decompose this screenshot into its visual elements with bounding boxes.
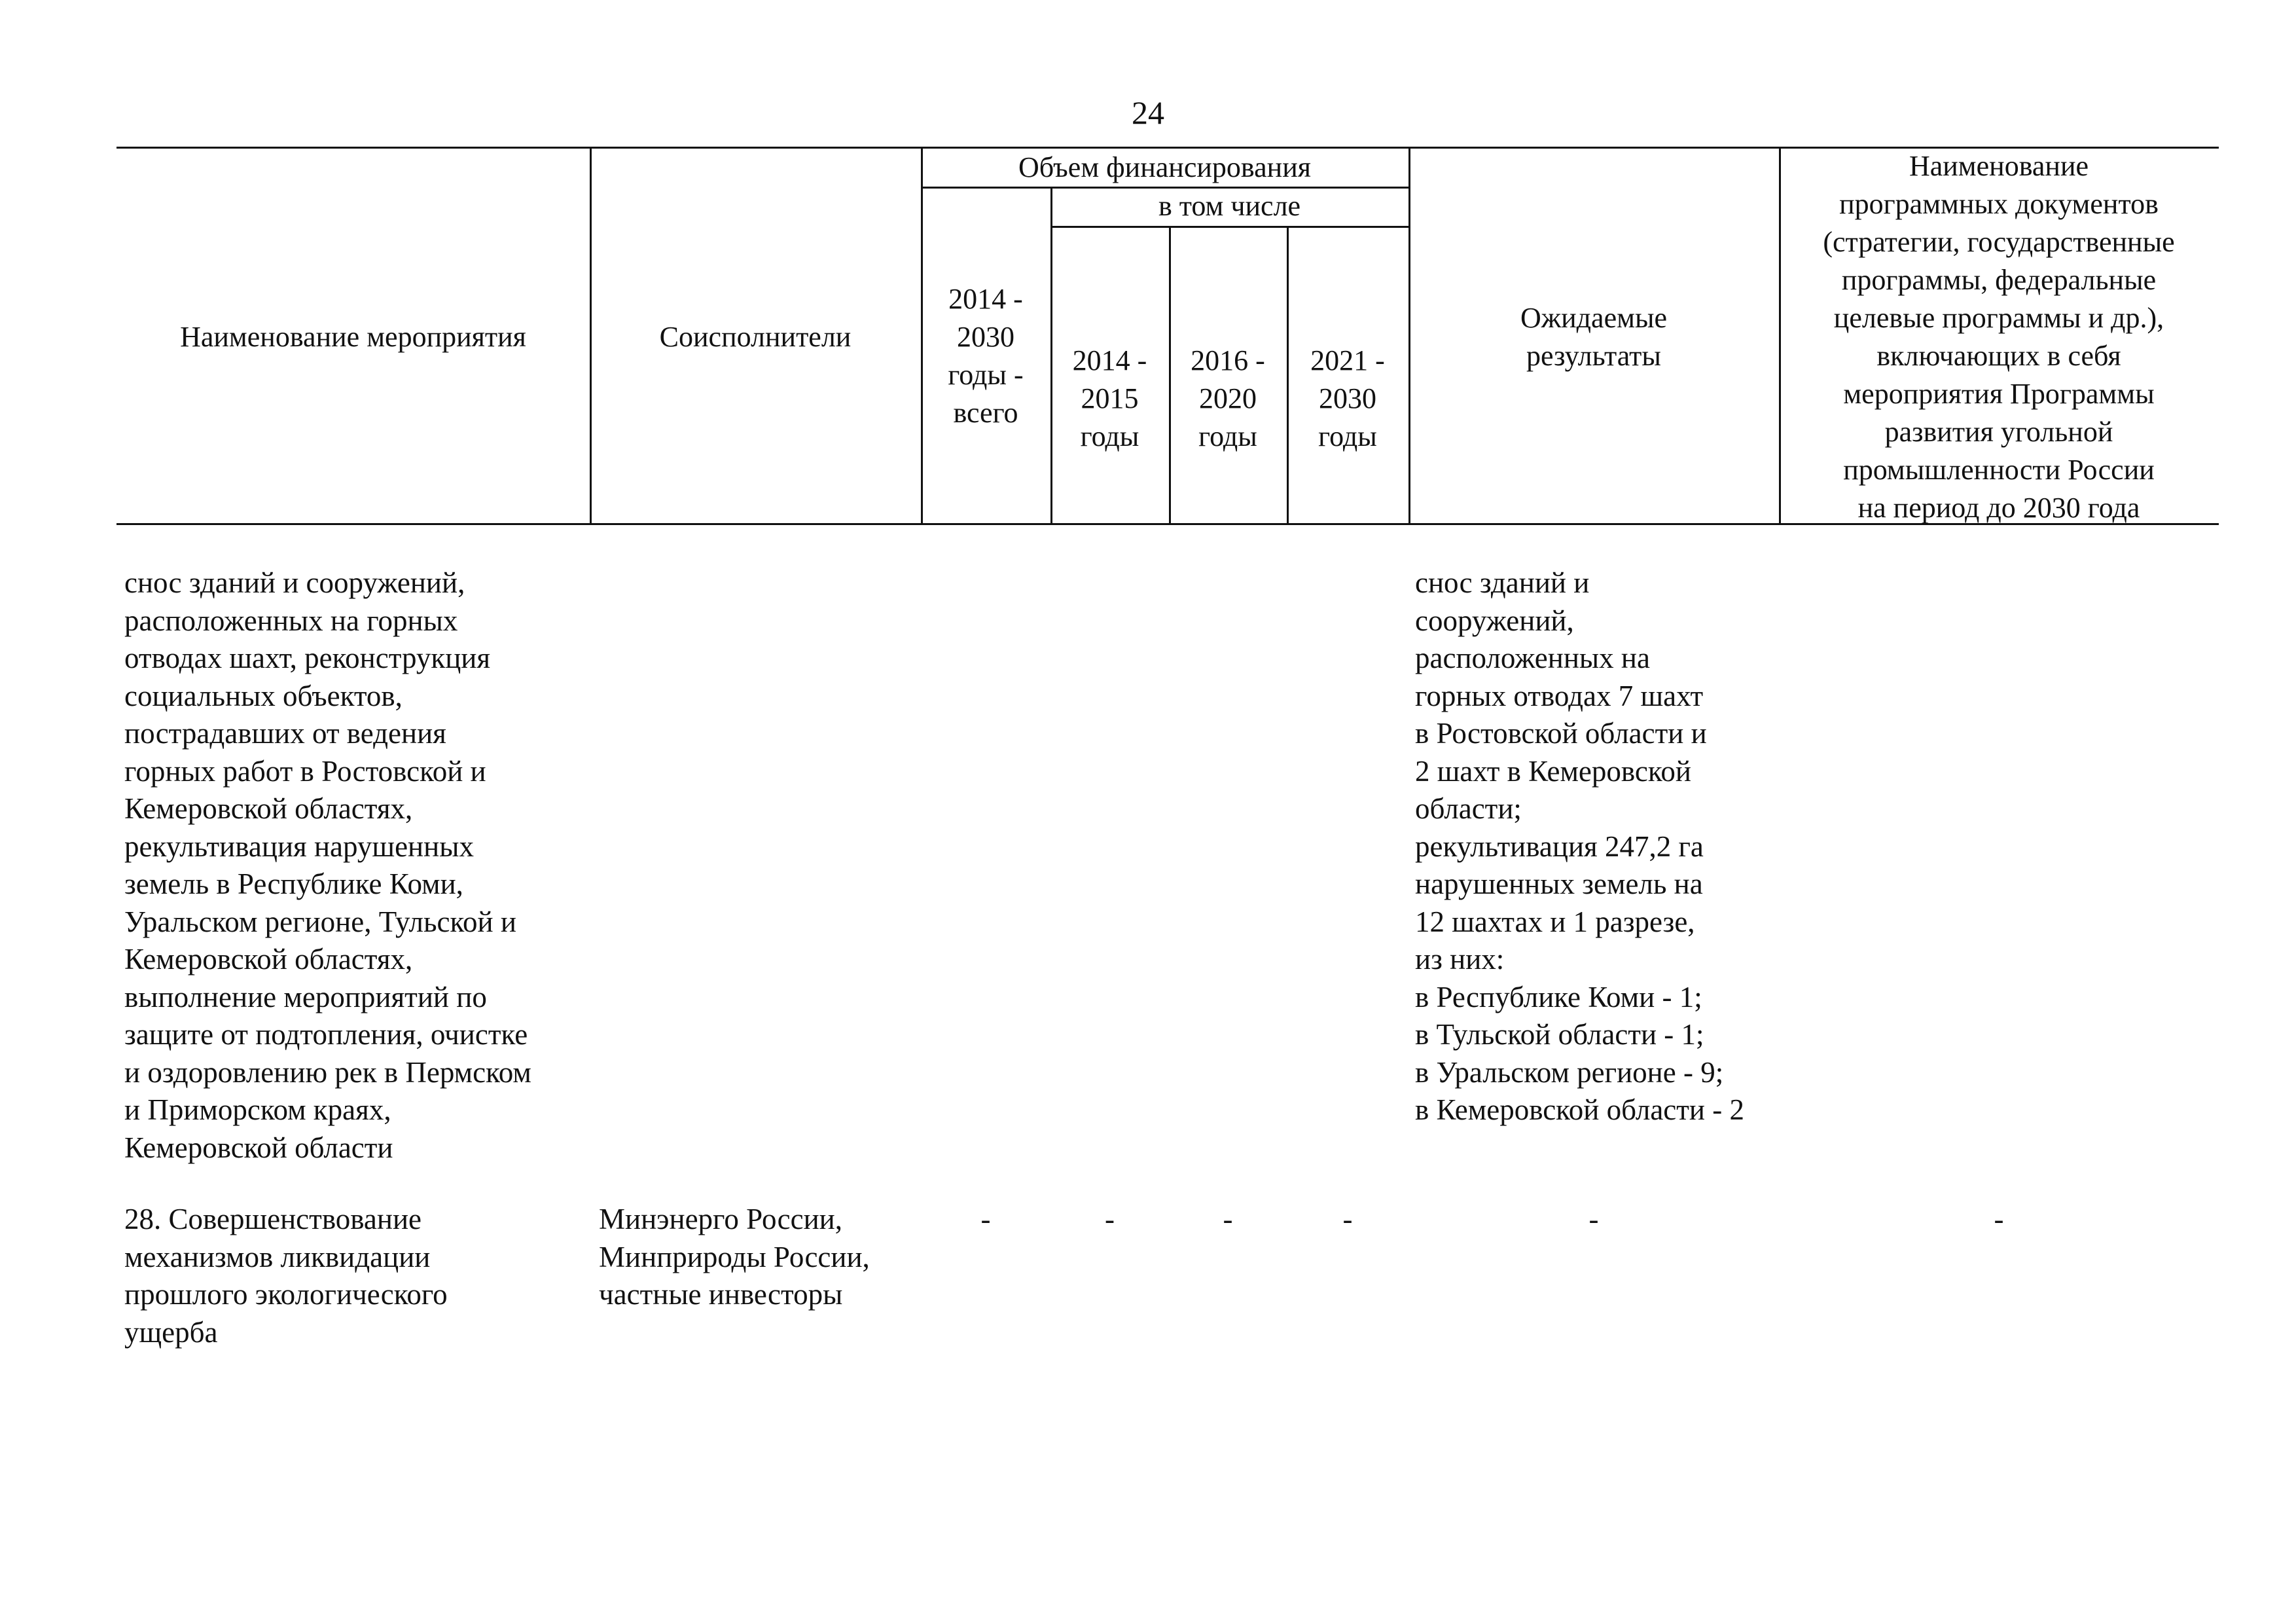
row1-event-line: защите от подтопления, очистке (124, 1018, 528, 1051)
row1-event-line: пострадавших от ведения (124, 717, 446, 750)
header-2014-2015-line: 2014 - (1072, 344, 1147, 376)
header-program-docs (1779, 149, 2219, 525)
row1-event (124, 564, 531, 1167)
row2-total: - (980, 1203, 991, 1235)
header-funding (921, 149, 1408, 187)
header-program-docs-line: программных документов (1839, 187, 2159, 220)
row2-2021-2030: - (1342, 1203, 1353, 1235)
header-2016-2020-line: годы (1198, 420, 1257, 452)
row1-event-line: расположенных на горных (124, 604, 458, 637)
header-event-label: Наименование мероприятия (180, 320, 526, 353)
header-2014-2015-line: годы (1080, 420, 1139, 452)
row1-results-line: рекультивация 247,2 га (1415, 830, 1704, 863)
header-program-docs-line: мероприятия Программы (1843, 377, 2155, 410)
row1-results-line: в Ростовской области и (1415, 717, 1707, 750)
row1-results-line: расположенных на (1415, 642, 1650, 674)
header-2021-2030-line: 2021 - (1310, 344, 1385, 376)
header-program-docs-line: Наименование (1909, 149, 2089, 182)
header-coexecutors-label: Соисполнители (659, 320, 852, 353)
header-including (1050, 187, 1408, 226)
row1-event-line: социальных объектов, (124, 679, 403, 712)
header-2016-2020-line: 2020 (1199, 382, 1257, 414)
row2-results: - (1588, 1203, 1599, 1235)
header-2016-2020-line: 2016 - (1191, 344, 1265, 376)
row2-2014-2015: - (1105, 1203, 1115, 1235)
header-total (921, 187, 1050, 525)
header-results-line: Ожидаемые (1520, 301, 1668, 334)
row1-event-line: и оздоровлению рек в Пермском (124, 1055, 531, 1089)
header-2021-2030-line: 2030 (1319, 382, 1376, 414)
header-program-docs-line: (стратегии, государственные (1823, 225, 2175, 258)
header-program-docs-line: включающих в себя (1876, 339, 2121, 372)
row2-coexecutors-line: частные инвесторы (599, 1278, 843, 1311)
header-program-docs-line: целевые программы и др.), (1833, 301, 2164, 334)
row1-results-line: сооружений, (1415, 604, 1574, 637)
header-total-line: 2030 (956, 320, 1014, 353)
row2-event-line: 28. Совершенствование (124, 1203, 422, 1235)
row1-results-line: 2 шахт в Кемеровской (1415, 754, 1692, 788)
row1-results-line: в Кемеровской области - 2 (1415, 1093, 1744, 1126)
row1-event-line: земель в Республике Коми, (124, 867, 463, 900)
row1-results-line: нарушенных земель на (1415, 867, 1703, 900)
header-program-docs-line: на период до 2030 года (1857, 491, 2140, 524)
header-funding-label: Объем финансирования (1018, 151, 1311, 183)
row1-results-line: в Тульской области - 1; (1415, 1018, 1704, 1051)
header-2021-2030-line: годы (1318, 420, 1377, 452)
header-total-line: 2014 - (948, 282, 1023, 315)
header-results-line: результаты (1526, 339, 1661, 372)
page-number: 24 (1132, 94, 1164, 131)
header-total-line: всего (953, 396, 1018, 429)
row2-coexecutors (599, 1201, 870, 1314)
row2-coexecutors-line: Минприроды России, (599, 1240, 870, 1273)
row1-event-line: отводах шахт, реконструкция (124, 642, 491, 674)
header-event (117, 149, 590, 525)
header-2016-2020 (1169, 226, 1287, 525)
header-including-label: в том числе (1158, 190, 1301, 222)
row1-results-line: горных отводах 7 шахт (1415, 679, 1704, 712)
row1-event-line: Уральском регионе, Тульской и (124, 905, 516, 938)
row2-event-line: прошлого экологического (124, 1278, 448, 1311)
row2-event-line: механизмов ликвидации (124, 1240, 431, 1273)
row2-program-docs: - (1994, 1203, 2004, 1235)
header-results (1408, 149, 1779, 525)
header-program-docs-line: промышленности России (1843, 453, 2155, 486)
header-2014-2015-line: 2015 (1081, 382, 1139, 414)
row1-results-line: из них: (1415, 943, 1505, 976)
row1-event-line: и Приморском краях, (124, 1093, 391, 1126)
header-2021-2030 (1287, 226, 1408, 525)
row1-event-line: Кемеровской областях, (124, 943, 413, 976)
table-header (117, 147, 2219, 525)
row1-results-line: области; (1415, 792, 1522, 825)
header-coexecutors (590, 149, 921, 525)
row1-event-line: рекультивация нарушенных (124, 830, 474, 863)
row1-event-line: горных работ в Ростовской и (124, 754, 486, 788)
row1-event-line: снос зданий и сооружений, (124, 566, 465, 599)
header-program-docs-line: развития угольной (1884, 415, 2113, 448)
row1-event-line: Кемеровской областях, (124, 792, 413, 825)
row1-results (1415, 564, 1744, 1129)
row2-event-line: ущерба (124, 1315, 218, 1349)
header-2014-2015 (1050, 226, 1169, 525)
header-program-docs-line: программы, федеральные (1841, 263, 2157, 296)
row1-event-line: Кемеровской области (124, 1131, 393, 1164)
row1-results-line: в Республике Коми - 1; (1415, 980, 1702, 1013)
row1-event-line: выполнение мероприятий по (124, 980, 487, 1013)
row2-coexecutors-line: Минэнерго России, (599, 1203, 843, 1235)
row2-2016-2020: - (1223, 1203, 1233, 1235)
header-total-line: годы - (948, 358, 1024, 391)
row2-event (124, 1201, 448, 1351)
row1-results-line: снос зданий и (1415, 566, 1590, 599)
row1-results-line: в Уральском регионе - 9; (1415, 1055, 1724, 1089)
row1-results-line: 12 шахтах и 1 разрезе, (1415, 905, 1695, 938)
